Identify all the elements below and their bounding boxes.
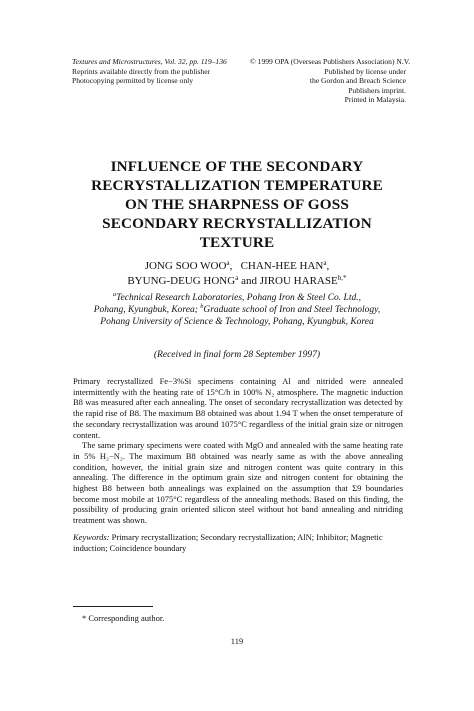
paper-title — [60, 157, 414, 252]
affiliation-text: Technical Research Laboratories, Pohang Iron & Steel Co. Ltd., — [116, 293, 361, 303]
author-name: JONG SOO WOO — [144, 260, 227, 272]
abstract-paragraph: The same primary specimens were coated with MgO and annealed with the same heating rate in 5% H₂−N₂. The maximum B8 obtained was nearly same as with the above annealing condition, however, the initial grain size and nitrogen content was quite contrary in this annealing. The difference in the optimum grain size and nitrogen content for obtaining the highest B8 between both annealings was explained on the assumption that Σ9 boundaries become most mobile at 1075°C regardless of the annealing methods. Based on this finding, the possibility of producing grain oriented silicon steel without hot band annealing and nitriding treatment was shown. — [73, 440, 403, 526]
footnote-rule — [73, 606, 153, 607]
imprint-line: Publishers imprint. — [348, 85, 406, 95]
keywords-text: Primary recrystallization; Secondary recrystallization; AlN; Inhibitor; Magnetic induction; Coincidence boundary — [73, 532, 385, 553]
copyright-line: © 1999 OPA (Overseas Publishers Association) N.V. — [250, 57, 411, 66]
author-line — [60, 274, 414, 289]
affiliation-mark: a — [323, 259, 327, 267]
author-name: JIROU HARASE — [259, 275, 338, 287]
affiliations — [60, 292, 414, 328]
author-separator: , — [229, 260, 241, 272]
affiliation-line: Pohang University of Science & Technology, Pohang, Kyungbuk, Korea — [100, 317, 374, 327]
photocopying-note: Photocopying permitted by license only — [72, 76, 194, 86]
affiliation-mark: b,* — [337, 274, 347, 282]
affiliation-mark: a — [113, 292, 117, 298]
author-line — [60, 259, 414, 274]
author-list — [60, 259, 414, 289]
title-line: ON THE SHARPNESS OF GOSS — [125, 196, 349, 213]
publisher-line: the Gordon and Breach Science — [309, 76, 406, 86]
keywords — [73, 532, 403, 553]
received-date: (Received in final form 28 September 1997) — [153, 350, 321, 360]
affiliation-mark: a — [235, 274, 239, 282]
publisher-header-right — [250, 57, 411, 105]
affiliation-line — [60, 304, 414, 316]
journal-citation: Textures and Microstructures, Vol. 32, pp. 119–136 — [72, 57, 227, 66]
affiliation-line — [60, 292, 414, 304]
keywords-label: Keywords: — [73, 532, 110, 542]
title-line: TEXTURE — [199, 234, 275, 251]
affiliation-mark: b — [200, 304, 204, 310]
affiliation-text: Pohang, Kyungbuk, Korea; — [93, 305, 201, 315]
license-line: Published by license under — [324, 66, 406, 76]
footnote: * Corresponding author. — [82, 613, 165, 623]
author-name: CHAN-HEE HAN — [240, 260, 324, 272]
affiliation-mark: a — [226, 259, 230, 267]
author-name: BYUNG-DEUG HONG — [127, 275, 236, 287]
reprints-note: Reprints available directly from the publisher — [72, 66, 211, 76]
abstract-paragraph: Primary recrystallized Fe−3%Si specimens containing Al and nitrided were annealed intermittently with the heating rate of 15°C/h in 100% N₂ atmosphere. The magnetic induction B8 was measured after each annealing. The onset of secondary recrystallization was detected by the rapid rise of B8. The maximum B8 obtained was about 1.94 T when the onset temperature of the secondary recrystallization was around 1075°C regardless of the initial grain size or nitrogen content. — [73, 376, 403, 440]
journal-header-left — [72, 57, 252, 86]
printed-line: Printed in Malaysia. — [344, 95, 406, 105]
title-line: RECRYSTALLIZATION TEMPERATURE — [91, 177, 383, 194]
abstract — [73, 376, 403, 526]
author-separator: , — [326, 260, 330, 272]
title-line: SECONDARY RECRYSTALLIZATION — [102, 215, 372, 232]
title-line: INFLUENCE OF THE SECONDARY — [110, 158, 364, 175]
page-number: 119 — [230, 636, 244, 646]
affiliation-text: Graduate school of Iron and Steel Technology, — [203, 305, 381, 315]
author-separator: and — [238, 275, 260, 287]
